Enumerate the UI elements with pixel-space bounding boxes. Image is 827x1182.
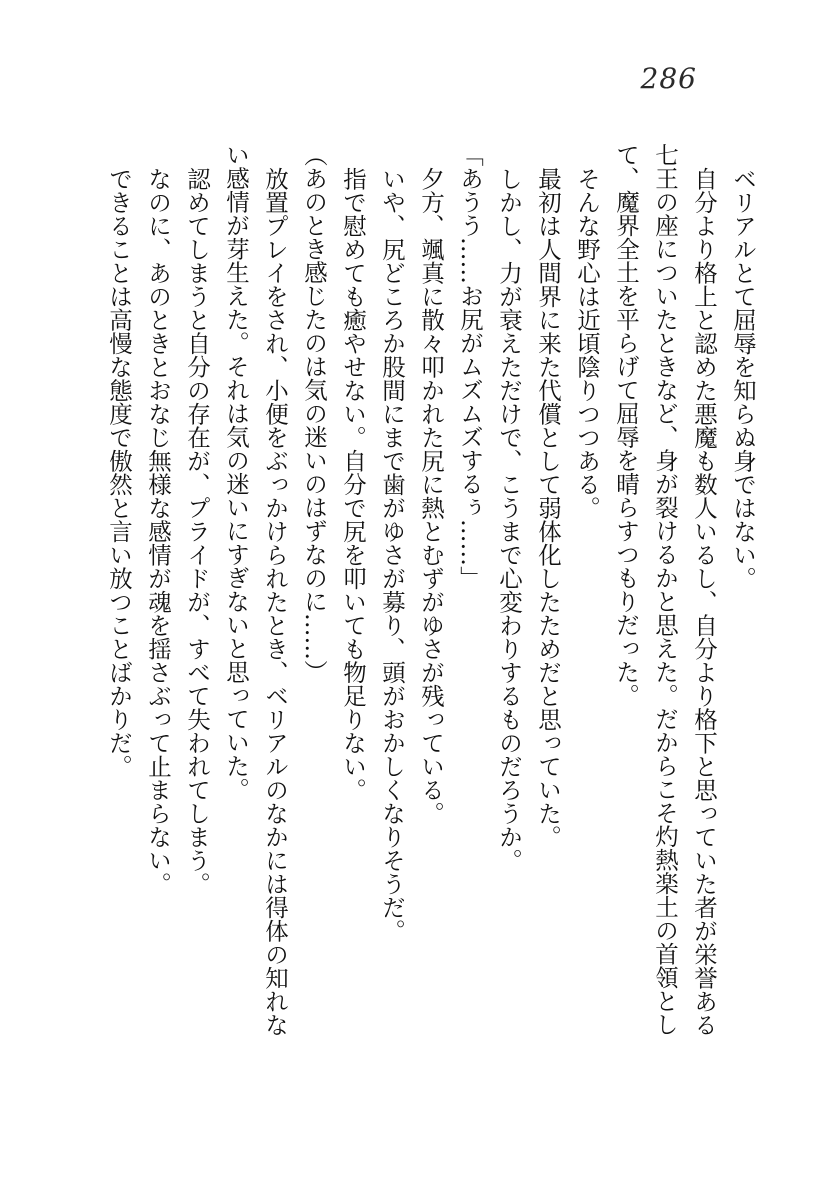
paragraph-1: ベリアルとて屈辱を知らぬ身ではない。 — [729, 166, 757, 590]
paragraph-5: しかし、力が衰えただけで、こうまで心変わりするものだろうか。 — [495, 166, 523, 872]
page-text — [92, 143, 762, 1048]
paragraph-14: できることは高慢な態度で傲然と言い放つことばかりだ。 — [105, 166, 133, 778]
paragraph-12: 認めてしまうと自分の存在が、プライドが、すべて失われてしまう。 — [183, 166, 211, 895]
paragraph-6: 「あうう……お尻がムズムズするぅ……」 — [456, 143, 484, 590]
page-number: 286 — [640, 62, 697, 95]
paragraph-9: 指で慰めても癒やせない。自分で尻を叩いても物足りない。 — [339, 166, 367, 801]
paragraph-2: 自分より格上と認めた悪魔も数人いるし、自分より格下と思っていた者が栄誉ある七王の座についたときなど、身が裂けるかと思えた。だからこそ灼熱楽土の首領として、魔界全土を平らげて屈辱を晴らすつもりだった。 — [612, 143, 718, 1036]
paragraph-7: 夕方、颯真に散々叩かれた尻に熱とむずがゆさが残っている。 — [417, 166, 445, 825]
paragraph-10: （あのとき感じたのは気の迷いのはずなのに……） — [300, 143, 328, 684]
paragraph-13: なのに、あのときとおなじ無様な感情が魂を揺さぶって止まらない。 — [144, 166, 172, 895]
paragraph-4: 最初は人間界に来た代償として弱体化したためだと思っていた。 — [534, 166, 562, 848]
paragraph-8: いや、尻どころか股間にまで歯がゆさが募り、頭がおかしくなりそうだ。 — [378, 166, 406, 942]
paragraph-3: そんな野心は近頃陰りつつある。 — [573, 166, 601, 519]
paragraph-11: 放置プレイをされ、小便をぶっかけられたとき、ベリアルのなかには得体の知れない感情が芽生えた。それは気の迷いにすぎないと思っていた。 — [222, 143, 289, 1036]
